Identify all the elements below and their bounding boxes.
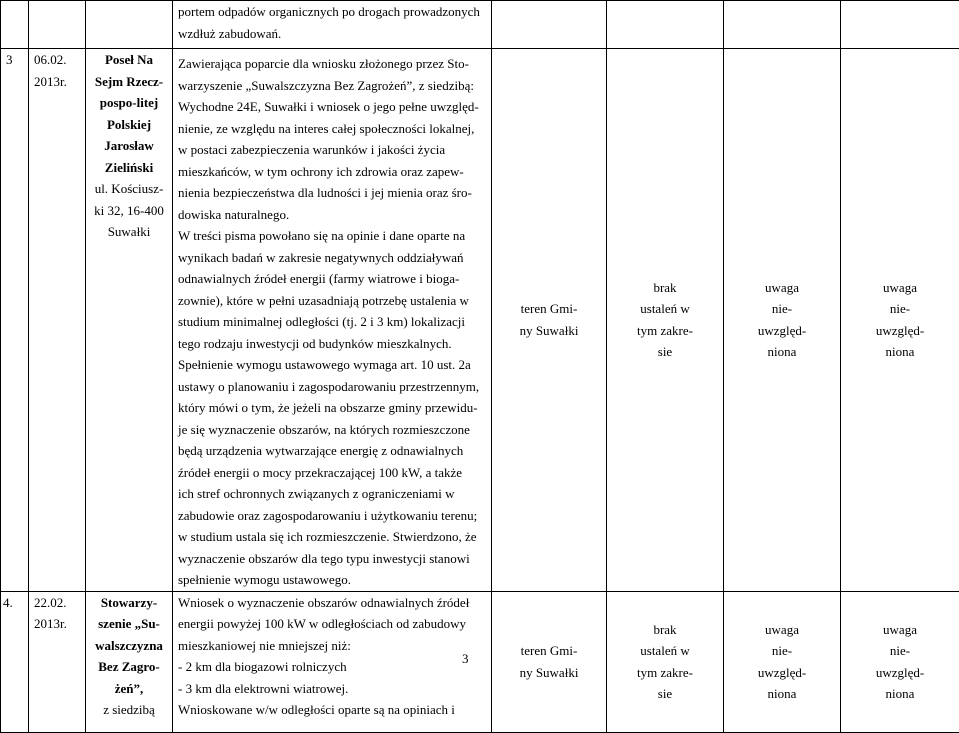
text-line: spełnienie wymogu ustawowego. bbox=[178, 569, 486, 591]
settlement-line: brak bbox=[612, 619, 718, 641]
text-line: odnawialnych źródeł energii (farmy wiatrowe i bioga- bbox=[178, 268, 486, 290]
text-line: zabudowie oraz zagospodarowaniu i użytkowaniu terenu; bbox=[178, 505, 486, 527]
decision2-cell bbox=[841, 591, 959, 732]
text-line: Spełnienie wymogu ustawowego wymaga art. 10 ust. 2a bbox=[178, 354, 486, 376]
text-line: je się wyznaczenie obszarów, na których rozmieszczone bbox=[178, 419, 486, 441]
settlement-line: tym zakre- bbox=[612, 662, 718, 684]
area-cell bbox=[492, 1, 607, 49]
sender-line: Polskiej bbox=[91, 114, 167, 136]
area-line: ny Suwałki bbox=[497, 662, 601, 684]
address-line: Suwałki bbox=[91, 221, 167, 243]
no-cell bbox=[1, 591, 29, 732]
text-line: Wychodne 24E, Suwałki i wniosek o jego pełne uwzględ- bbox=[178, 96, 486, 118]
text-line: tego rodzaju inwestycji od budynków mieszkalnych. bbox=[178, 333, 486, 355]
sender-line: Sejm Rzecz- bbox=[91, 71, 167, 93]
decision-line: uwaga bbox=[846, 277, 954, 299]
text-line: ustawy o planowaniu i zagospodarowaniu przestrzennym, bbox=[178, 376, 486, 398]
table-row bbox=[1, 591, 959, 732]
settlement-line: tym zakre- bbox=[612, 320, 718, 342]
decision-line: niona bbox=[846, 683, 954, 705]
text-line: wynikach badań w zakresie negatywnych oddziaływań bbox=[178, 247, 486, 269]
settlement-cell bbox=[607, 49, 724, 592]
settlement-cell bbox=[607, 591, 724, 732]
decision1-cell bbox=[724, 49, 841, 592]
text-line: studium minimalnej odległości (tj. 2 i 3 km) lokalizacji bbox=[178, 311, 486, 333]
text-line: który mówi o tym, że jeżeli na obszarze gminy przewidu- bbox=[178, 397, 486, 419]
sender-line: walszczyzna bbox=[91, 635, 167, 657]
row-number: 3 bbox=[6, 52, 13, 67]
decision-line: uwzględ- bbox=[846, 320, 954, 342]
text-line: będą urządzenia wytwarzające energię z odnawialnych bbox=[178, 440, 486, 462]
date-cell bbox=[29, 1, 86, 49]
decision-line: uwzględ- bbox=[846, 662, 954, 684]
text-line: wyznaczenie obszarów dla tego typu inwestycji stanowi bbox=[178, 548, 486, 570]
address-line: ul. Kościusz- bbox=[91, 178, 167, 200]
text-line: Zawierająca poparcie dla wniosku złożonego przez Sto- bbox=[178, 53, 486, 75]
sender-cell bbox=[86, 591, 173, 732]
decision-line: nie- bbox=[729, 640, 835, 662]
sender-line: żeń”, bbox=[91, 678, 167, 700]
text-line: wzdłuż zabudowań. bbox=[178, 23, 486, 45]
sender-cell bbox=[86, 1, 173, 49]
text-line: mieszkaniowej nie mniejszej niż: bbox=[178, 635, 486, 657]
area-line: teren Gmi- bbox=[497, 640, 601, 662]
settlement-line: brak bbox=[612, 277, 718, 299]
area-cell bbox=[492, 49, 607, 592]
area-line: teren Gmi- bbox=[497, 298, 601, 320]
text-line: zownie), które w pełni uzasadniają potrzebę ustalenia w bbox=[178, 290, 486, 312]
decision2-cell bbox=[841, 1, 959, 49]
text-line: Wnioskowane w/w odległości oparte są na opiniach i bbox=[178, 699, 486, 721]
address-line: ki 32, 16-400 bbox=[91, 200, 167, 222]
row-number: 4. bbox=[3, 595, 13, 610]
text-line: W treści pisma powołano się na opinie i dane oparte na bbox=[178, 225, 486, 247]
no-cell bbox=[1, 49, 29, 592]
text-line: - 3 km dla elektrowni wiatrowej. bbox=[178, 678, 486, 700]
text-line: dowiska naturalnego. bbox=[178, 204, 486, 226]
text-line: energii powyżej 100 kW w odległościach od zabudowy bbox=[178, 613, 486, 635]
text-line: warzyszenie „Suwalszczyzna Bez Zagrożeń”, z siedzibą: bbox=[178, 75, 486, 97]
page-number: 3 bbox=[462, 651, 469, 667]
details-cell bbox=[173, 49, 492, 592]
decision-line: nie- bbox=[729, 298, 835, 320]
date-line: 2013r. bbox=[34, 71, 80, 93]
decision-line: nie- bbox=[846, 640, 954, 662]
details-cell bbox=[173, 591, 492, 732]
decision-line: uwzględ- bbox=[729, 662, 835, 684]
text-line: w studium ustala się ich rozmieszczenie. Stwierdzono, że bbox=[178, 526, 486, 548]
date-line: 2013r. bbox=[34, 613, 80, 635]
settlement-cell bbox=[607, 1, 724, 49]
area-line: ny Suwałki bbox=[497, 320, 601, 342]
text-line: ich stref ochronnych związanych z ograniczeniami w bbox=[178, 483, 486, 505]
decision-line: nie- bbox=[846, 298, 954, 320]
table-row bbox=[1, 1, 959, 49]
decision1-cell bbox=[724, 591, 841, 732]
no-cell bbox=[1, 1, 29, 49]
area-cell bbox=[492, 591, 607, 732]
text-line: mieszkańców, w tym ochrony ich zdrowia oraz zapew- bbox=[178, 161, 486, 183]
sender-line: Jarosław bbox=[91, 135, 167, 157]
decision-line: uwaga bbox=[729, 277, 835, 299]
settlement-line: ustaleń w bbox=[612, 640, 718, 662]
text-line: portem odpadów organicznych po drogach prowadzonych bbox=[178, 1, 486, 23]
decision-line: niona bbox=[846, 341, 954, 363]
text-line: w postaci zabezpieczenia warunków i jakości życia bbox=[178, 139, 486, 161]
text-line: Wniosek o wyznaczenie obszarów odnawialnych źródeł bbox=[178, 592, 486, 614]
sender-line: szenie „Su- bbox=[91, 613, 167, 635]
sender-line: Bez Zagro- bbox=[91, 656, 167, 678]
decision1-cell bbox=[724, 1, 841, 49]
text-line: źródeł energii o mocy przekraczającej 100 kW, a także bbox=[178, 462, 486, 484]
decision-line: uwaga bbox=[729, 619, 835, 641]
sender-line: pospo-litej bbox=[91, 92, 167, 114]
decision-line: niona bbox=[729, 683, 835, 705]
decision-line: uwaga bbox=[846, 619, 954, 641]
settlement-line: ustaleń w bbox=[612, 298, 718, 320]
sender-line: Poseł Na bbox=[91, 49, 167, 71]
date-cell bbox=[29, 49, 86, 592]
sender-line: Zieliński bbox=[91, 157, 167, 179]
table-row bbox=[1, 49, 959, 592]
date-line: 22.02. bbox=[34, 592, 80, 614]
text-line: nienie, ze względu na interes całej społeczności lokalnej, bbox=[178, 118, 486, 140]
date-line: 06.02. bbox=[34, 49, 80, 71]
sender-cell bbox=[86, 49, 173, 592]
text-line: - 2 km dla biogazowi rolniczych bbox=[178, 656, 486, 678]
decision-line: niona bbox=[729, 341, 835, 363]
decision2-cell bbox=[841, 49, 959, 592]
address-line: z siedzibą bbox=[91, 699, 167, 721]
sender-line: Stowarzy- bbox=[91, 592, 167, 614]
settlement-line: sie bbox=[612, 683, 718, 705]
decision-line: uwzględ- bbox=[729, 320, 835, 342]
date-cell bbox=[29, 591, 86, 732]
text-line: nienia bezpieczeństwa dla ludności i jej mienia oraz śro- bbox=[178, 182, 486, 204]
settlement-line: sie bbox=[612, 341, 718, 363]
details-cell bbox=[173, 1, 492, 49]
